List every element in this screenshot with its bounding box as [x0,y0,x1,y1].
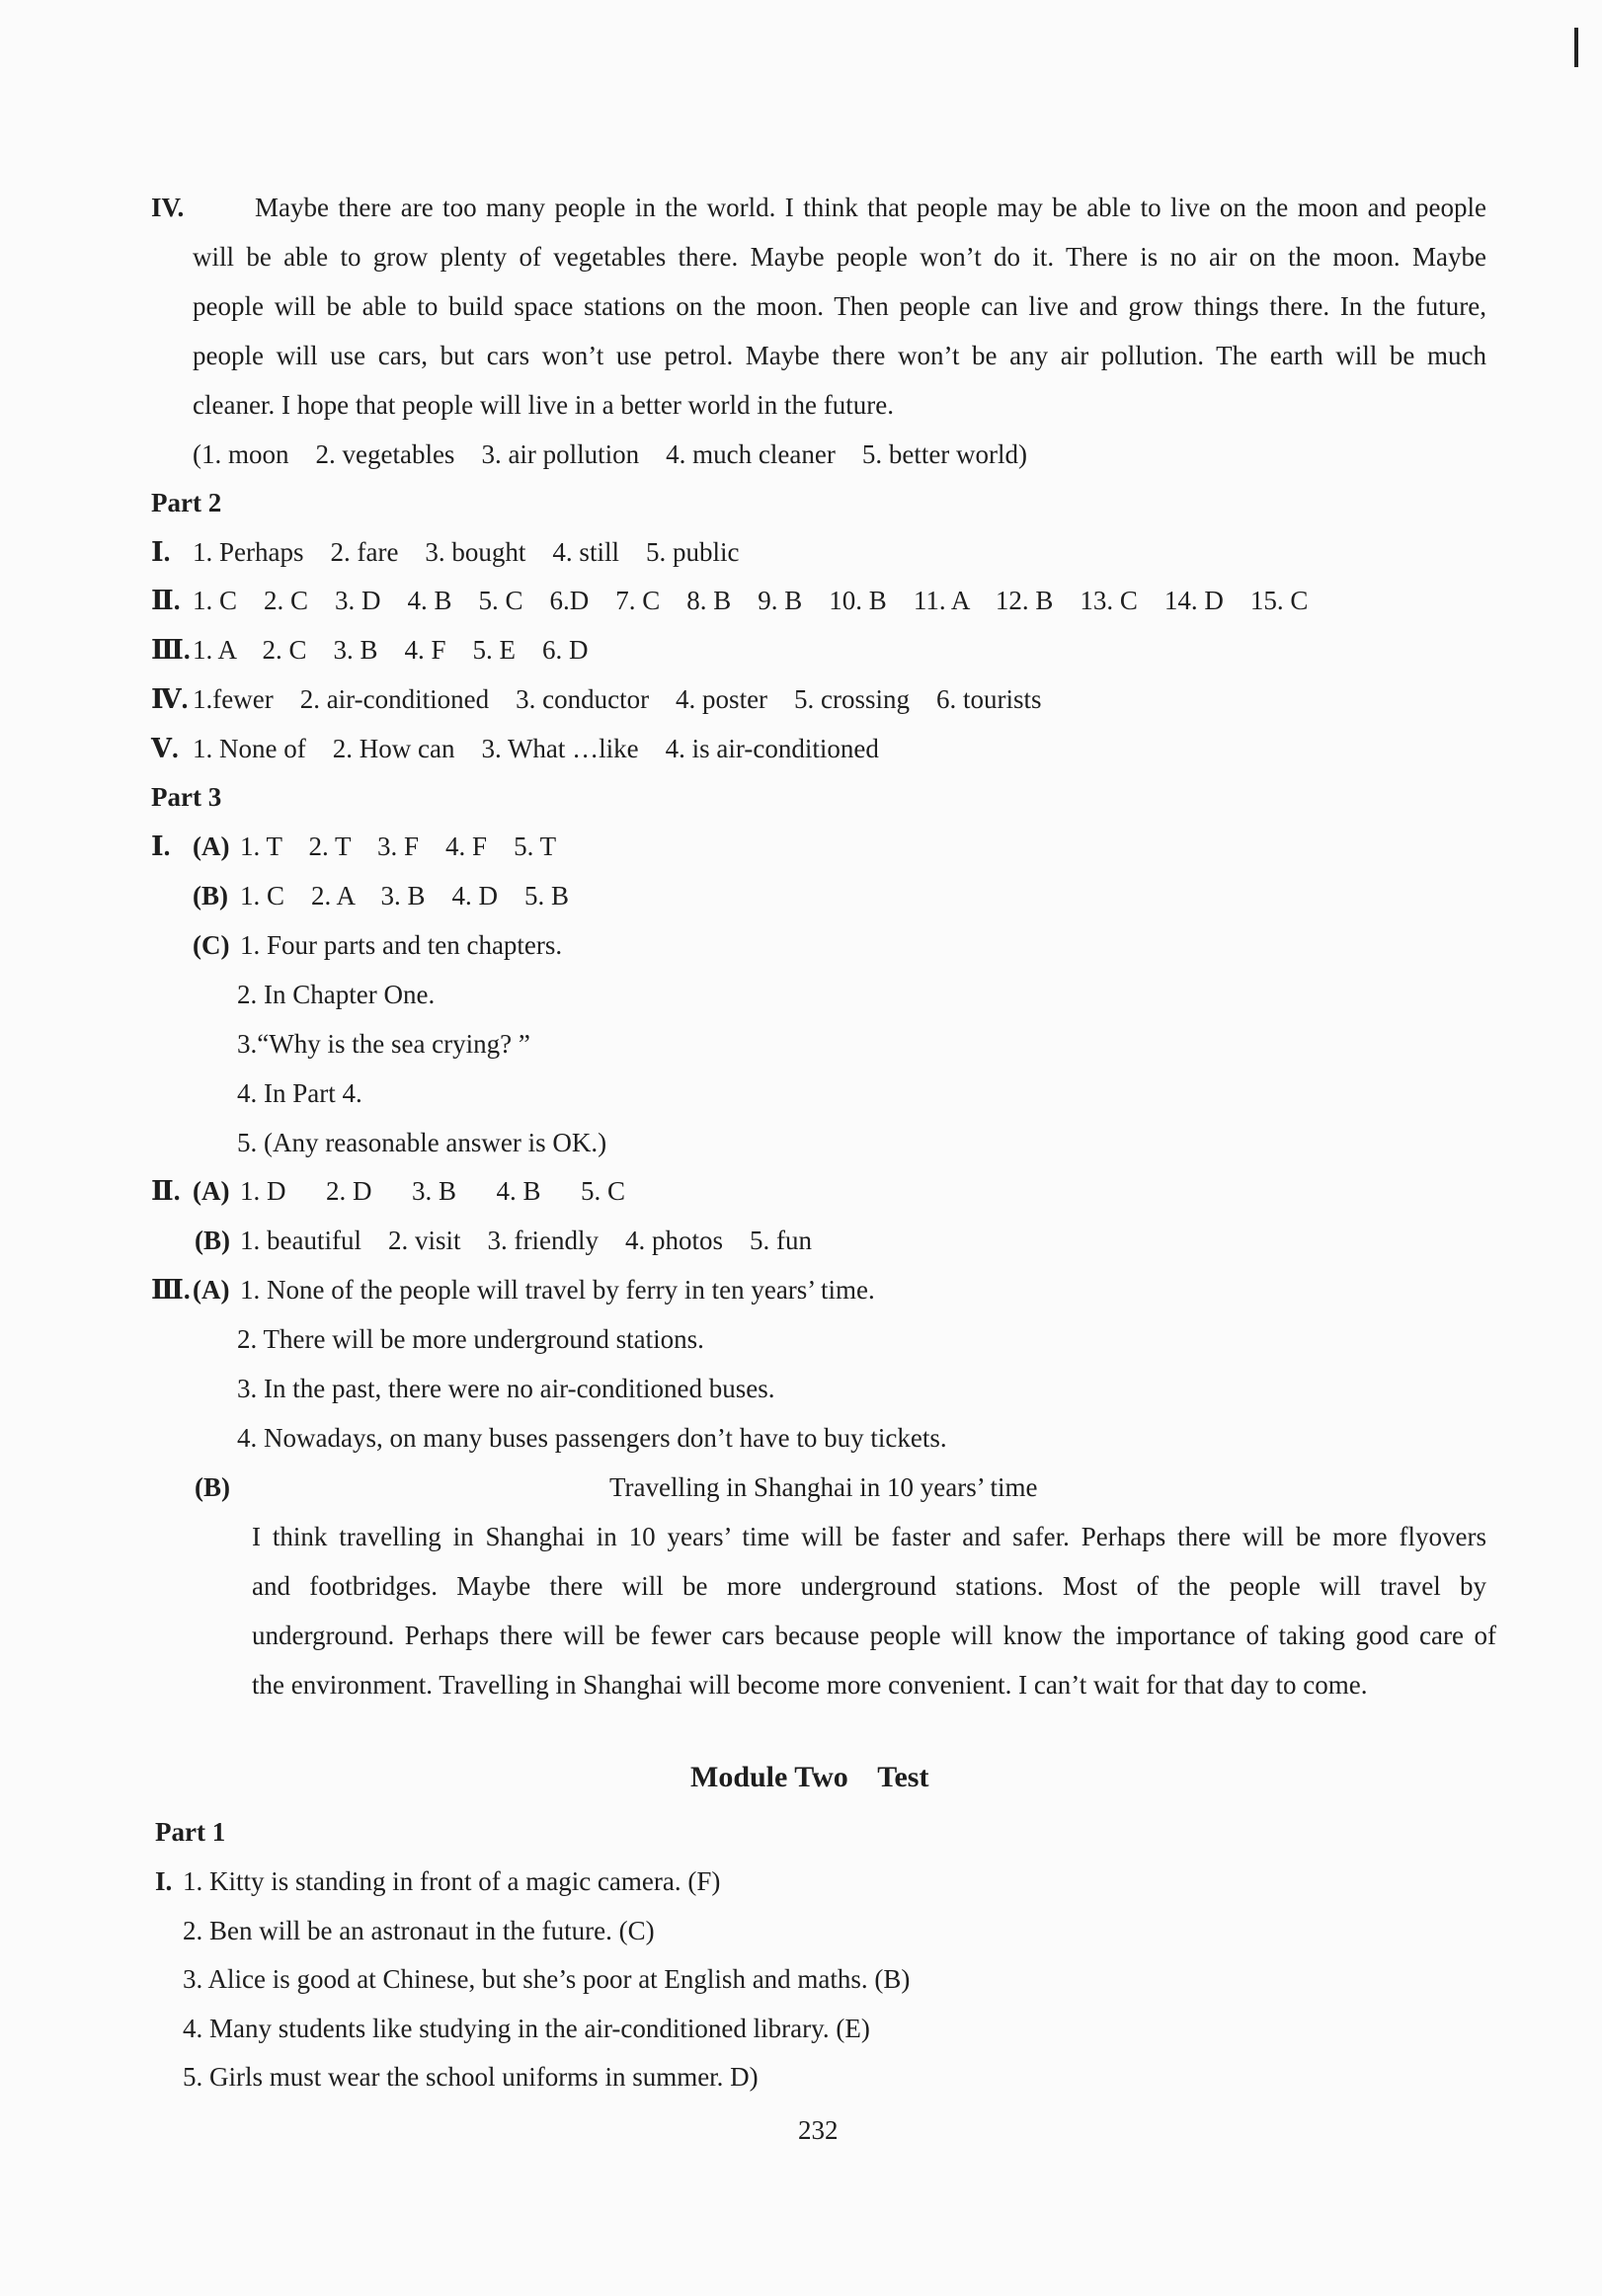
page-number: 232 [798,2115,839,2145]
paragraph-line: cleaner. I hope that people will live in a better world in the future. [193,390,895,420]
sub-label: (A) [193,1176,230,1206]
sub-label: (A) [193,1275,230,1305]
answer-row: 1.fewer 2. air-conditioned 3. conductor 4. poster 5. crossing 6. tourists [193,684,1042,714]
answer-item: 1. Four parts and ten chapters. [240,930,563,960]
answer-item: 3.“Why is the sea crying? ” [237,1029,530,1059]
section-iv-label: IV. [151,193,185,222]
margin-mark [1574,28,1578,67]
essay-line: underground. Perhaps there will be fewer cars because people will know the importance of taking good care of [252,1621,1496,1650]
answer-item: 5. (Any reasonable answer is OK.) [237,1128,607,1157]
roman-label: Ⅴ. [151,734,179,763]
answer-item: 2. In Chapter One. [237,980,436,1009]
answer-item: 4. In Part 4. [237,1078,362,1108]
answer-row: 1. beautiful 2. visit 3. friendly 4. photos 5. fun [240,1226,812,1255]
answer-item: 4. Nowadays, on many buses passengers don’t have to buy tickets. [237,1423,947,1453]
paragraph-line: Maybe there are too many people in the world. I think that people may be able to live on the moon and people [255,193,1486,222]
roman-label: I. [155,1866,173,1896]
answer-item: 2. Ben will be an astronaut in the future. (C) [183,1916,655,1945]
sub-label: (A) [193,831,230,861]
part-1-heading: Part 1 [155,1817,226,1847]
answer-row: 1. None of 2. How can 3. What …like 4. is air-conditioned [193,734,879,763]
essay-line: the environment. Travelling in Shanghai will become more convenient. I can’t wait for that day to come. [252,1670,1368,1700]
roman-label: Ⅲ. [151,635,191,665]
essay-line: and footbridges. Maybe there will be more underground stations. Most of the people will travel by [252,1571,1486,1601]
essay-title: Travelling in Shanghai in 10 years’ time [609,1472,1038,1502]
answer-row: 1. D 2. D 3. B 4. B 5. C [240,1176,626,1206]
paragraph-line: people will be able to build space stations on the moon. Then people can live and grow things there. In the future, [193,291,1486,321]
answer-item: 4. Many students like studying in the air-conditioned library. (E) [183,2014,870,2043]
answer-row: 1. Perhaps 2. fare 3. bought 4. still 5. public [193,537,740,567]
answer-row: 1. A 2. C 3. B 4. F 5. E 6. D [193,635,589,665]
sub-label: (B) [193,881,228,910]
answer-row: 1. C 2. A 3. B 4. D 5. B [240,881,570,910]
roman-label: Ⅳ. [151,684,189,714]
paragraph-line: will be able to grow plenty of vegetables there. Maybe people won’t do it. There is no air on the moon. Maybe [193,242,1486,272]
keywords-line: (1. moon 2. vegetables 3. air pollution 4. much cleaner 5. better world) [193,439,1028,469]
roman-label: Ⅰ. [151,537,171,567]
paragraph-line: people will use cars, but cars won’t use petrol. Maybe there won’t be any air pollution. The earth will be much [193,341,1486,370]
part-3-heading: Part 3 [151,782,222,812]
answer-row: 1. C 2. C 3. D 4. B 5. C 6.D 7. C 8. B 9. B 10. B 11. A 12. B 13. C 14. D 15. C [193,586,1309,615]
answer-item: 3. In the past, there were no air-conditioned buses. [237,1374,775,1403]
answer-item: 1. Kitty is standing in front of a magic camera. (F) [183,1866,721,1896]
sub-label: (C) [193,930,230,960]
part-2-heading: Part 2 [151,488,222,517]
answer-row: 1. T 2. T 3. F 4. F 5. T [240,831,557,861]
answer-item: 1. None of the people will travel by ferry in ten years’ time. [240,1275,875,1305]
roman-label: Ⅱ. [151,1176,181,1206]
essay-line: I think travelling in Shanghai in 10 years’ time will be faster and safer. Perhaps there will be more flyovers [252,1522,1486,1551]
roman-label: Ⅱ. [151,586,181,615]
answer-item: 3. Alice is good at Chinese, but she’s poor at English and maths. (B) [183,1964,911,1994]
roman-label: Ⅰ. [151,831,171,861]
answer-item: 2. There will be more underground stations. [237,1324,704,1354]
roman-label: Ⅲ. [151,1275,191,1305]
module-test-title: Module Two Test [690,1761,929,1793]
answer-item: 5. Girls must wear the school uniforms in summer. D) [183,2062,759,2092]
sub-label: (B) [195,1472,230,1502]
sub-label: (B) [195,1226,230,1255]
